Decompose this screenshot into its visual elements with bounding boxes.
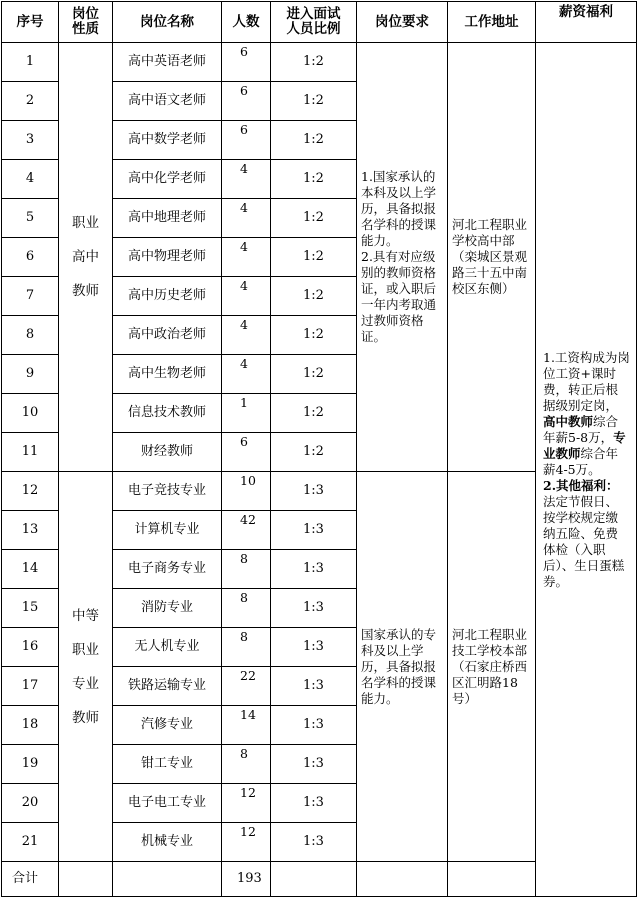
pay-text: 高中教师: [543, 413, 594, 429]
header-pay: 薪资福利: [536, 2, 637, 43]
position-name-cell: 汽修专业: [113, 706, 222, 745]
position-nature-word: 高中: [72, 249, 99, 265]
count-cell: 42: [222, 511, 271, 550]
table-row: [2, 43, 637, 82]
ratio-cell: 1:3: [271, 472, 357, 511]
header-ratio: 进入面试 人员比例: [271, 2, 357, 43]
position-name-cell: 高中英语老师: [113, 43, 222, 82]
pay-text: 综合年薪4-5万。: [543, 445, 619, 477]
empty-cell: [271, 862, 357, 897]
total-label: 合计: [2, 862, 59, 897]
address-cell: 河北工程职业学校高中部（栾城区景观路三十五中南校区东侧）: [448, 43, 536, 472]
header-requirement: 岗位要求: [357, 2, 448, 43]
count-cell: 6: [222, 433, 271, 472]
ratio-cell: 1:2: [271, 82, 357, 121]
pay-text: 2.其他福利：: [543, 477, 619, 493]
ratio-cell: 1:2: [271, 121, 357, 160]
position-name-cell: 计算机专业: [113, 511, 222, 550]
pay-text: 综合年薪5-8万，: [543, 413, 619, 445]
seq-cell: 9: [2, 355, 59, 394]
seq-cell: 19: [2, 745, 59, 784]
count-cell: 22: [222, 667, 271, 706]
seq-cell: 7: [2, 277, 59, 316]
header-name: 岗位名称: [113, 2, 222, 43]
position-name-cell: 铁路运输专业: [113, 667, 222, 706]
seq-cell: 20: [2, 784, 59, 823]
position-nature-word: 职业: [72, 215, 99, 231]
position-name-cell: 高中生物老师: [113, 355, 222, 394]
position-name-cell: 高中政治老师: [113, 316, 222, 355]
position-name-cell: 高中语文老师: [113, 82, 222, 121]
count-cell: 6: [222, 43, 271, 82]
position-name-cell: 电子电工专业: [113, 784, 222, 823]
ratio-cell: 1:3: [271, 745, 357, 784]
count-cell: 6: [222, 82, 271, 121]
seq-cell: 13: [2, 511, 59, 550]
ratio-cell: 1:3: [271, 589, 357, 628]
pay-text: 专业教师: [543, 429, 626, 461]
pay-benefits-cell: [536, 43, 637, 897]
position-nature-cell: [59, 472, 113, 862]
empty-cell: [448, 862, 536, 897]
seq-cell: 2: [2, 82, 59, 121]
ratio-cell: 1:2: [271, 277, 357, 316]
header-count: 人数: [222, 2, 271, 43]
position-name-cell: 高中物理老师: [113, 238, 222, 277]
position-nature-word: 职业: [72, 641, 99, 658]
count-cell: 1: [222, 394, 271, 433]
ratio-cell: 1:2: [271, 316, 357, 355]
ratio-cell: 1:2: [271, 43, 357, 82]
seq-cell: 1: [2, 43, 59, 82]
ratio-cell: 1:2: [271, 199, 357, 238]
seq-cell: 11: [2, 433, 59, 472]
seq-cell: 6: [2, 238, 59, 277]
seq-cell: 17: [2, 667, 59, 706]
position-nature-word: 专业: [72, 675, 99, 692]
seq-cell: 8: [2, 316, 59, 355]
count-cell: 14: [222, 706, 271, 745]
ratio-cell: 1:3: [271, 667, 357, 706]
ratio-cell: 1:2: [271, 355, 357, 394]
position-name-cell: 高中化学老师: [113, 160, 222, 199]
count-cell: 8: [222, 745, 271, 784]
seq-cell: 4: [2, 160, 59, 199]
position-name-cell: 财经教师: [113, 433, 222, 472]
position-nature-word: 教师: [72, 709, 99, 726]
address-cell: 河北工程职业技工学校本部（石家庄桥西区汇明路18号）: [448, 472, 536, 862]
count-cell: 8: [222, 550, 271, 589]
count-cell: 10: [222, 472, 271, 511]
count-cell: 6: [222, 121, 271, 160]
position-nature-cell: [59, 43, 113, 472]
position-name-cell: 高中历史老师: [113, 277, 222, 316]
count-cell: 12: [222, 823, 271, 862]
requirement-cell: 1.国家承认的本科及以上学历，具备拟报名学科的授课能力。 2.具有对应级别的教师资格证，或入职后一年内考取通过教师资格证。: [357, 43, 448, 472]
ratio-cell: 1:2: [271, 394, 357, 433]
header-seq: 序号: [2, 2, 59, 43]
count-cell: 4: [222, 316, 271, 355]
ratio-cell: 1:3: [271, 706, 357, 745]
ratio-cell: 1:3: [271, 511, 357, 550]
ratio-cell: 1:3: [271, 823, 357, 862]
ratio-cell: 1:2: [271, 238, 357, 277]
empty-cell: [357, 862, 448, 897]
recruitment-table: [1, 1, 637, 897]
ratio-cell: 1:3: [271, 550, 357, 589]
position-name-cell: 机械专业: [113, 823, 222, 862]
position-name-cell: 高中数学老师: [113, 121, 222, 160]
count-cell: 4: [222, 160, 271, 199]
header-address: 工作地址: [448, 2, 536, 43]
ratio-cell: 1:3: [271, 628, 357, 667]
pay-text: 法定节假日、按学校规定缴纳五险、免费体检（入职后）、生日蛋糕券。: [543, 493, 625, 589]
position-name-cell: 电子竞技专业: [113, 472, 222, 511]
position-name-cell: 无人机专业: [113, 628, 222, 667]
empty-cell: [59, 862, 113, 897]
count-cell: 12: [222, 784, 271, 823]
empty-cell: [113, 862, 222, 897]
position-name-cell: 信息技术教师: [113, 394, 222, 433]
count-cell: 4: [222, 238, 271, 277]
seq-cell: 16: [2, 628, 59, 667]
position-name-cell: 消防专业: [113, 589, 222, 628]
position-name-cell: 高中地理老师: [113, 199, 222, 238]
count-cell: 4: [222, 199, 271, 238]
seq-cell: 3: [2, 121, 59, 160]
requirement-cell: 国家承认的专科及以上学历，具备拟报名学科的授课能力。: [357, 472, 448, 862]
header-row: [2, 2, 637, 43]
seq-cell: 14: [2, 550, 59, 589]
seq-cell: 10: [2, 394, 59, 433]
total-count: 193: [222, 862, 271, 897]
ratio-cell: 1:2: [271, 433, 357, 472]
position-nature-word: 中等: [72, 607, 99, 624]
position-name-cell: 电子商务专业: [113, 550, 222, 589]
count-cell: 4: [222, 355, 271, 394]
pay-text: 1.工资构成为岗位工资+课时费，转正后根据级别定岗，: [543, 349, 630, 413]
count-cell: 8: [222, 628, 271, 667]
position-name-cell: 钳工专业: [113, 745, 222, 784]
seq-cell: 21: [2, 823, 59, 862]
count-cell: 8: [222, 589, 271, 628]
position-nature-word: 教师: [72, 283, 99, 299]
ratio-cell: 1:3: [271, 784, 357, 823]
header-nature: 岗位 性质: [59, 2, 113, 43]
ratio-cell: 1:2: [271, 160, 357, 199]
count-cell: 4: [222, 277, 271, 316]
seq-cell: 18: [2, 706, 59, 745]
seq-cell: 5: [2, 199, 59, 238]
seq-cell: 15: [2, 589, 59, 628]
seq-cell: 12: [2, 472, 59, 511]
